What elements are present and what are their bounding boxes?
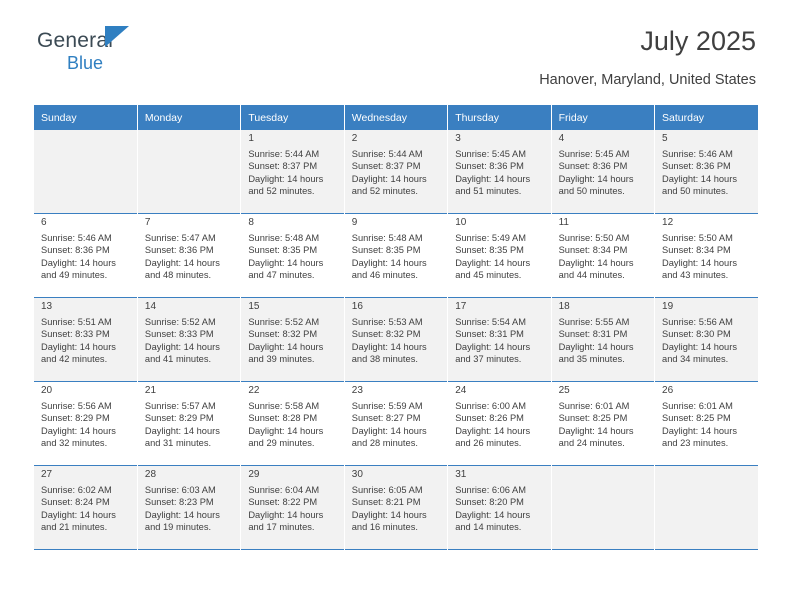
- daylight-text-line2: and 50 minutes.: [558, 186, 625, 197]
- day-cell: [137, 382, 240, 466]
- daylight-text-line1: Daylight: 14 hours: [351, 509, 427, 520]
- day-number: 13: [41, 301, 53, 312]
- daylight-text-line2: and 19 minutes.: [144, 522, 212, 533]
- day-number: 10: [455, 217, 467, 228]
- day-cell: [241, 382, 344, 466]
- day-number: 21: [144, 385, 157, 396]
- daylight-text-line2: and 41 minutes.: [144, 354, 212, 365]
- weekday-header-monday: Monday: [137, 105, 240, 130]
- day-cell: [34, 466, 137, 550]
- day-number: 8: [248, 217, 254, 228]
- day-number: 29: [248, 469, 260, 480]
- day-number: 1: [248, 133, 254, 144]
- sunset-text: Sunset: 8:29 PM: [41, 413, 110, 424]
- sunset-text: Sunset: 8:36 PM: [144, 245, 214, 256]
- sunrise-text: Sunrise: 5:55 AM: [558, 316, 630, 327]
- sunrise-text: Sunrise: 5:51 AM: [41, 316, 112, 327]
- day-cell: [137, 466, 240, 550]
- day-number: 22: [248, 385, 260, 396]
- day-number: 9: [351, 217, 358, 228]
- day-number: 27: [41, 469, 53, 480]
- daylight-text-line1: Daylight: 14 hours: [351, 341, 427, 352]
- weekday-header-saturday: Saturday: [655, 105, 758, 130]
- day-cell: [551, 214, 654, 298]
- day-cell: [344, 214, 447, 298]
- sunset-text: Sunset: 8:34 PM: [558, 245, 628, 256]
- daylight-text-line1: Daylight: 14 hours: [248, 341, 324, 352]
- day-cell: [344, 298, 447, 382]
- location-subtitle: Hanover, Maryland, United States: [539, 72, 756, 88]
- day-cell: [448, 382, 551, 466]
- sunset-text: Sunset: 8:36 PM: [662, 161, 731, 172]
- sunrise-text: Sunrise: 5:46 AM: [662, 148, 733, 159]
- sunrise-text: Sunrise: 5:48 AM: [351, 232, 423, 243]
- day-cell: [551, 130, 654, 214]
- weekday-header-tuesday: Tuesday: [241, 105, 344, 130]
- daylight-text-line1: Daylight: 14 hours: [144, 425, 220, 436]
- sunrise-text: Sunrise: 5:56 AM: [41, 400, 112, 411]
- daylight-text-line1: Daylight: 14 hours: [455, 257, 531, 268]
- calendar-week-row: [34, 466, 758, 550]
- day-number: 17: [455, 301, 467, 312]
- sunrise-text: Sunrise: 5:50 AM: [558, 232, 630, 243]
- daylight-text-line1: Daylight: 14 hours: [41, 509, 116, 520]
- day-number: 26: [662, 385, 674, 396]
- calendar-week-row: [34, 214, 758, 298]
- day-cell: [655, 466, 758, 550]
- day-number: 15: [248, 301, 260, 312]
- sunrise-text: Sunrise: 5:45 AM: [558, 148, 630, 159]
- daylight-text-line1: Daylight: 14 hours: [558, 173, 634, 184]
- daylight-text-line1: Daylight: 14 hours: [455, 341, 531, 352]
- day-cell: [448, 130, 551, 214]
- sunset-text: Sunset: 8:20 PM: [455, 497, 524, 508]
- daylight-text-line2: and 48 minutes.: [144, 270, 212, 281]
- daylight-text-line2: and 38 minutes.: [351, 354, 418, 365]
- daylight-text-line2: and 34 minutes.: [662, 354, 729, 365]
- day-number: 25: [558, 385, 570, 396]
- sunset-text: Sunset: 8:29 PM: [144, 413, 214, 424]
- day-number: 3: [455, 133, 461, 144]
- page-title: July 2025: [640, 26, 756, 56]
- generalblue-logo: [37, 30, 113, 72]
- daylight-text-line2: and 39 minutes.: [248, 354, 315, 365]
- sunrise-text: Sunrise: 5:47 AM: [144, 232, 216, 243]
- sunset-text: Sunset: 8:34 PM: [662, 245, 731, 256]
- daylight-text-line1: Daylight: 14 hours: [351, 257, 427, 268]
- daylight-text-line2: and 26 minutes.: [455, 438, 522, 449]
- day-cell: [34, 214, 137, 298]
- daylight-text-line2: and 44 minutes.: [558, 270, 625, 281]
- daylight-text-line1: Daylight: 14 hours: [144, 509, 220, 520]
- day-number: 18: [558, 301, 570, 312]
- sunset-text: Sunset: 8:31 PM: [558, 329, 628, 340]
- daylight-text-line1: Daylight: 14 hours: [248, 173, 324, 184]
- daylight-text-line2: and 32 minutes.: [41, 438, 108, 449]
- sunrise-text: Sunrise: 5:44 AM: [248, 148, 320, 159]
- daylight-text-line2: and 14 minutes.: [455, 522, 522, 533]
- sunrise-text: Sunrise: 5:56 AM: [662, 316, 733, 327]
- sunrise-text: Sunrise: 5:58 AM: [248, 400, 320, 411]
- day-number: 7: [144, 217, 151, 228]
- day-cell: [137, 130, 240, 214]
- sunset-text: Sunset: 8:35 PM: [248, 245, 318, 256]
- day-number: 30: [351, 469, 363, 480]
- daylight-text-line2: and 45 minutes.: [455, 270, 522, 281]
- daylight-text-line2: and 29 minutes.: [248, 438, 315, 449]
- sunrise-text: Sunrise: 6:05 AM: [351, 484, 423, 495]
- logo-text-blue: Blue: [67, 53, 104, 73]
- daylight-text-line1: Daylight: 14 hours: [144, 257, 220, 268]
- day-number: 12: [662, 217, 674, 228]
- day-number: 23: [351, 385, 363, 396]
- daylight-text-line1: Daylight: 14 hours: [351, 425, 427, 436]
- sunset-text: Sunset: 8:36 PM: [41, 245, 110, 256]
- sunrise-text: Sunrise: 6:06 AM: [455, 484, 526, 495]
- day-cell: [241, 130, 344, 214]
- daylight-text-line1: Daylight: 14 hours: [455, 425, 531, 436]
- day-cell: [34, 298, 137, 382]
- daylight-text-line2: and 42 minutes.: [41, 354, 108, 365]
- daylight-text-line1: Daylight: 14 hours: [662, 257, 737, 268]
- day-number: 19: [662, 301, 674, 312]
- daylight-text-line2: and 28 minutes.: [351, 438, 418, 449]
- day-cell: [137, 214, 240, 298]
- calendar-week-row: [34, 130, 758, 214]
- sunset-text: Sunset: 8:25 PM: [558, 413, 628, 424]
- daylight-text-line2: and 49 minutes.: [41, 270, 108, 281]
- day-number: 28: [144, 469, 157, 480]
- sunrise-text: Sunrise: 5:52 AM: [144, 316, 216, 327]
- sunrise-text: Sunrise: 5:48 AM: [248, 232, 320, 243]
- daylight-text-line2: and 52 minutes.: [351, 186, 418, 197]
- sunrise-text: Sunrise: 6:03 AM: [144, 484, 216, 495]
- sunset-text: Sunset: 8:32 PM: [351, 329, 421, 340]
- sunrise-text: Sunrise: 5:57 AM: [144, 400, 216, 411]
- sunrise-text: Sunrise: 5:50 AM: [662, 232, 733, 243]
- day-cell: [344, 466, 447, 550]
- day-cell: [137, 298, 240, 382]
- daylight-text-line1: Daylight: 14 hours: [41, 341, 116, 352]
- day-number: 14: [144, 301, 157, 312]
- daylight-text-line2: and 52 minutes.: [248, 186, 315, 197]
- sunrise-text: Sunrise: 5:52 AM: [248, 316, 320, 327]
- daylight-text-line2: and 43 minutes.: [662, 270, 729, 281]
- sunset-text: Sunset: 8:32 PM: [248, 329, 318, 340]
- sunset-text: Sunset: 8:26 PM: [455, 413, 524, 424]
- day-number: 2: [351, 133, 358, 144]
- sunrise-text: Sunrise: 6:00 AM: [455, 400, 526, 411]
- sunset-text: Sunset: 8:35 PM: [351, 245, 421, 256]
- sunrise-text: Sunrise: 5:44 AM: [351, 148, 423, 159]
- daylight-text-line1: Daylight: 14 hours: [144, 341, 220, 352]
- sunset-text: Sunset: 8:24 PM: [41, 497, 110, 508]
- day-number: 24: [455, 385, 467, 396]
- weekday-header-row: [34, 105, 758, 130]
- day-cell: [655, 130, 758, 214]
- daylight-text-line2: and 37 minutes.: [455, 354, 522, 365]
- day-number: 20: [41, 385, 53, 396]
- day-cell: [551, 382, 654, 466]
- weekday-header-sunday: Sunday: [34, 105, 137, 130]
- day-cell: [344, 382, 447, 466]
- sunrise-text: Sunrise: 6:02 AM: [41, 484, 112, 495]
- day-cell: [241, 214, 344, 298]
- weekday-header-thursday: Thursday: [448, 105, 551, 130]
- sunset-text: Sunset: 8:35 PM: [455, 245, 524, 256]
- daylight-text-line2: and 23 minutes.: [662, 438, 729, 449]
- page-header: [34, 0, 758, 88]
- day-cell: [448, 214, 551, 298]
- daylight-text-line1: Daylight: 14 hours: [662, 425, 737, 436]
- day-number: 4: [558, 133, 565, 144]
- month-calendar: [34, 105, 758, 550]
- day-cell: [34, 382, 137, 466]
- sunset-text: Sunset: 8:28 PM: [248, 413, 318, 424]
- daylight-text-line1: Daylight: 14 hours: [558, 425, 634, 436]
- sunrise-text: Sunrise: 6:01 AM: [662, 400, 733, 411]
- day-cell: [655, 214, 758, 298]
- day-number: 5: [662, 133, 668, 144]
- calendar-week-row: [34, 298, 758, 382]
- daylight-text-line1: Daylight: 14 hours: [455, 509, 531, 520]
- sunrise-text: Sunrise: 5:45 AM: [455, 148, 526, 159]
- sunset-text: Sunset: 8:33 PM: [144, 329, 214, 340]
- daylight-text-line1: Daylight: 14 hours: [662, 173, 737, 184]
- daylight-text-line2: and 51 minutes.: [455, 186, 522, 197]
- sunset-text: Sunset: 8:31 PM: [455, 329, 524, 340]
- daylight-text-line1: Daylight: 14 hours: [662, 341, 737, 352]
- day-cell: [655, 382, 758, 466]
- sunset-text: Sunset: 8:33 PM: [41, 329, 110, 340]
- day-number: 6: [41, 217, 47, 228]
- day-cell: [551, 466, 654, 550]
- day-cell: [34, 130, 137, 214]
- weekday-header-wednesday: Wednesday: [344, 105, 447, 130]
- sunset-text: Sunset: 8:25 PM: [662, 413, 731, 424]
- daylight-text-line1: Daylight: 14 hours: [558, 341, 634, 352]
- day-cell: [655, 298, 758, 382]
- daylight-text-line2: and 50 minutes.: [662, 186, 729, 197]
- sunrise-text: Sunrise: 5:49 AM: [455, 232, 526, 243]
- sunrise-text: Sunrise: 6:04 AM: [248, 484, 320, 495]
- logo-flag-icon: [105, 26, 129, 47]
- sunset-text: Sunset: 8:22 PM: [248, 497, 318, 508]
- logo-text-general: General: [37, 29, 114, 52]
- sunrise-text: Sunrise: 5:46 AM: [41, 232, 112, 243]
- daylight-text-line1: Daylight: 14 hours: [248, 425, 324, 436]
- daylight-text-line2: and 35 minutes.: [558, 354, 625, 365]
- sunset-text: Sunset: 8:36 PM: [455, 161, 524, 172]
- daylight-text-line1: Daylight: 14 hours: [248, 257, 324, 268]
- day-cell: [551, 298, 654, 382]
- sunset-text: Sunset: 8:37 PM: [351, 161, 421, 172]
- day-cell: [241, 298, 344, 382]
- daylight-text-line2: and 21 minutes.: [41, 522, 108, 533]
- daylight-text-line1: Daylight: 14 hours: [248, 509, 324, 520]
- day-number: 31: [455, 469, 467, 480]
- day-cell: [448, 466, 551, 550]
- daylight-text-line2: and 24 minutes.: [558, 438, 625, 449]
- daylight-text-line1: Daylight: 14 hours: [351, 173, 427, 184]
- daylight-text-line1: Daylight: 14 hours: [41, 425, 116, 436]
- daylight-text-line2: and 16 minutes.: [351, 522, 418, 533]
- day-number: 11: [558, 217, 569, 228]
- daylight-text-line2: and 17 minutes.: [248, 522, 315, 533]
- sunset-text: Sunset: 8:21 PM: [351, 497, 421, 508]
- sunrise-text: Sunrise: 5:54 AM: [455, 316, 526, 327]
- daylight-text-line2: and 46 minutes.: [351, 270, 418, 281]
- daylight-text-line2: and 47 minutes.: [248, 270, 315, 281]
- weekday-header-friday: Friday: [551, 105, 654, 130]
- sunrise-text: Sunrise: 5:59 AM: [351, 400, 423, 411]
- sunset-text: Sunset: 8:36 PM: [558, 161, 628, 172]
- day-cell: [344, 130, 447, 214]
- sunset-text: Sunset: 8:30 PM: [662, 329, 731, 340]
- daylight-text-line1: Daylight: 14 hours: [455, 173, 531, 184]
- daylight-text-line2: and 31 minutes.: [144, 438, 212, 449]
- sunset-text: Sunset: 8:37 PM: [248, 161, 318, 172]
- calendar-week-row: [34, 382, 758, 466]
- day-cell: [448, 298, 551, 382]
- day-number: 16: [351, 301, 363, 312]
- sunset-text: Sunset: 8:23 PM: [144, 497, 214, 508]
- daylight-text-line1: Daylight: 14 hours: [558, 257, 634, 268]
- sunrise-text: Sunrise: 5:53 AM: [351, 316, 423, 327]
- sunset-text: Sunset: 8:27 PM: [351, 413, 421, 424]
- daylight-text-line1: Daylight: 14 hours: [41, 257, 116, 268]
- sunrise-text: Sunrise: 6:01 AM: [558, 400, 630, 411]
- day-cell: [241, 466, 344, 550]
